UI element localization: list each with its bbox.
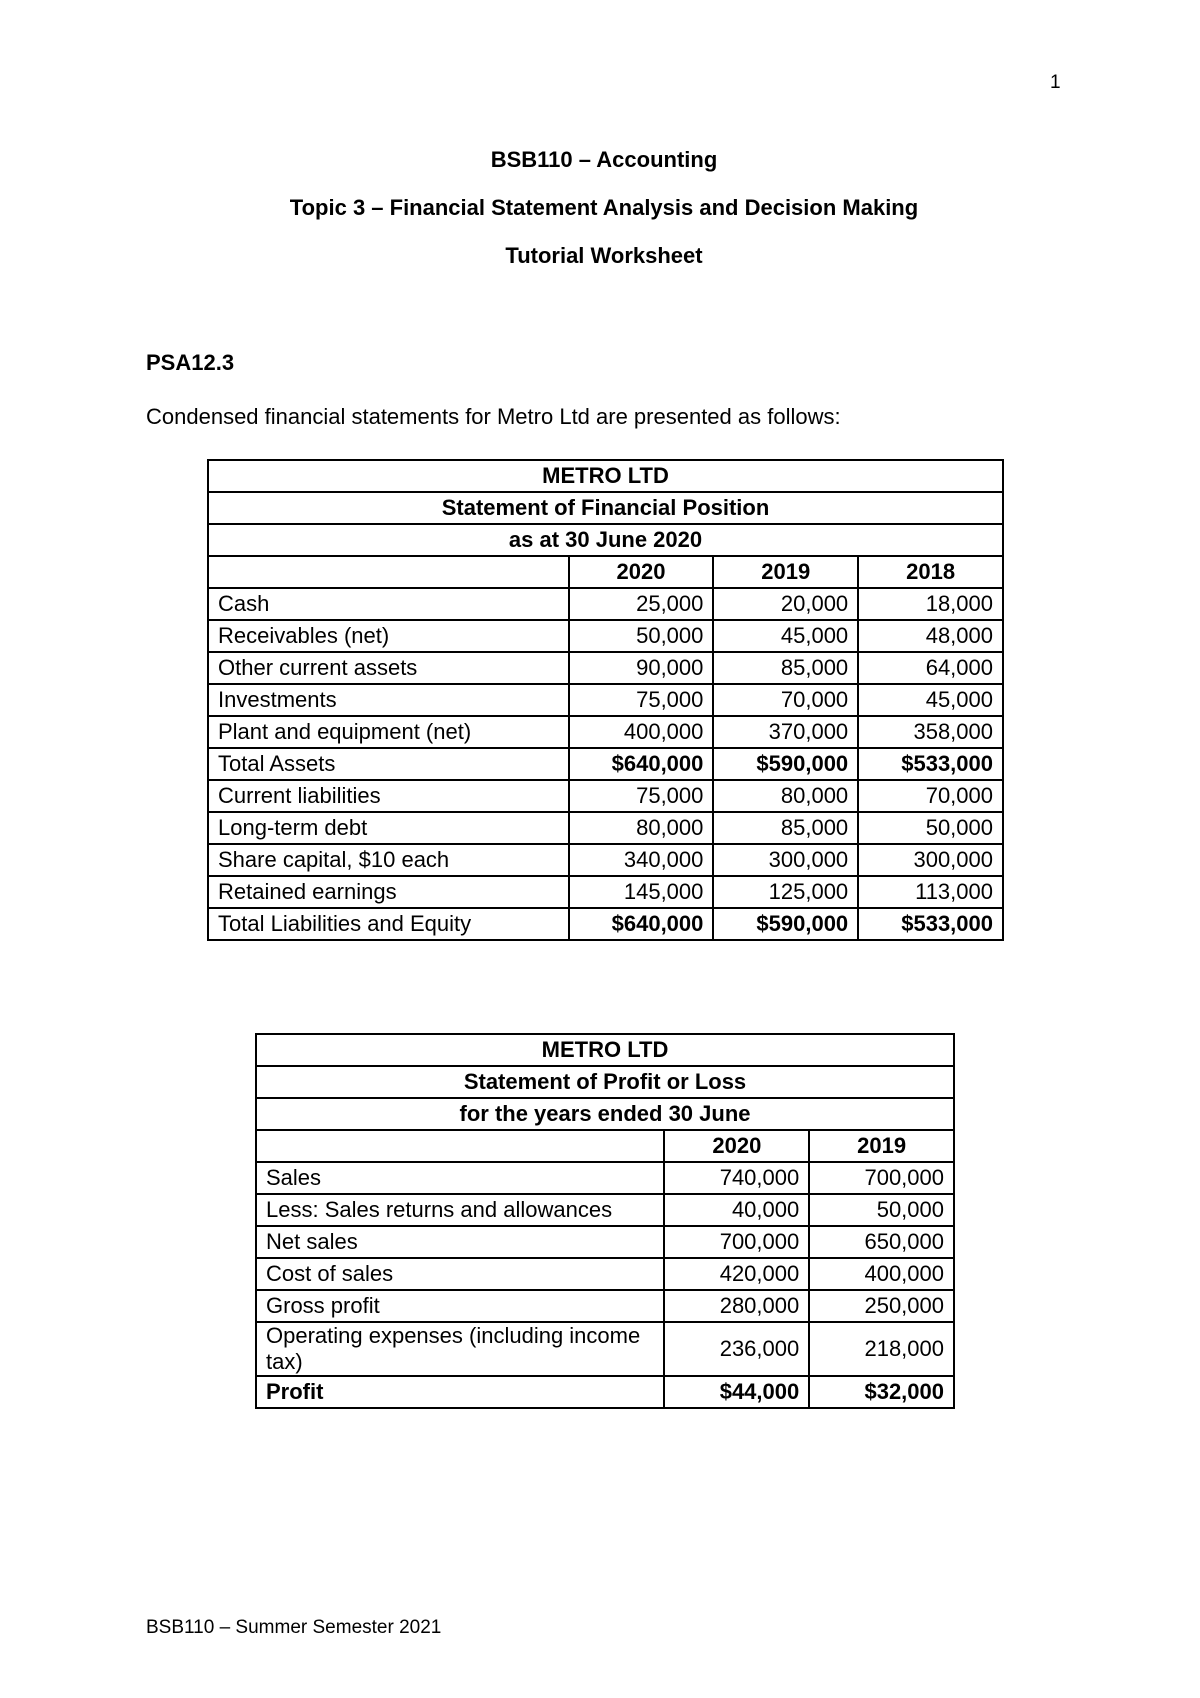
- row-value: 25,000: [569, 588, 714, 620]
- total-liabilities-equity-row: [208, 908, 1003, 940]
- problem-id: PSA12.3: [146, 350, 235, 375]
- sopl-company: METRO LTD: [256, 1034, 954, 1066]
- row-label: Operating expenses (including income tax): [256, 1322, 664, 1376]
- row-value: 40,000: [664, 1194, 809, 1226]
- row-value: 50,000: [809, 1194, 954, 1226]
- table-row: [208, 780, 1003, 812]
- table-row: [256, 1194, 954, 1226]
- profit-row: [256, 1376, 954, 1408]
- row-label: Share capital, $10 each: [208, 844, 569, 876]
- row-label: Total Liabilities and Equity: [208, 908, 569, 940]
- row-value: 358,000: [858, 716, 1003, 748]
- page-number: 1: [1050, 72, 1061, 93]
- row-label: Net sales: [256, 1226, 664, 1258]
- row-value: $32,000: [809, 1376, 954, 1408]
- row-value: 370,000: [713, 716, 858, 748]
- sofp-year-2019: 2019: [713, 556, 858, 588]
- row-value: 250,000: [809, 1290, 954, 1322]
- row-value: 64,000: [858, 652, 1003, 684]
- row-value: 113,000: [858, 876, 1003, 908]
- row-value: $533,000: [858, 748, 1003, 780]
- sopl-year-2020: 2020: [664, 1130, 809, 1162]
- profit-or-loss-table: [255, 1033, 955, 1409]
- row-label: Sales: [256, 1162, 664, 1194]
- total-assets-row: [208, 748, 1003, 780]
- sofp-year-2020: 2020: [569, 556, 714, 588]
- row-value: 85,000: [713, 652, 858, 684]
- row-value: $533,000: [858, 908, 1003, 940]
- row-value: 80,000: [713, 780, 858, 812]
- topic-title: Topic 3 – Financial Statement Analysis and Decision Making: [289, 195, 919, 220]
- row-value: 75,000: [569, 684, 714, 716]
- row-value: $590,000: [713, 748, 858, 780]
- row-value: 50,000: [858, 812, 1003, 844]
- row-label: Long-term debt: [208, 812, 569, 844]
- row-value: 20,000: [713, 588, 858, 620]
- row-label: Current liabilities: [208, 780, 569, 812]
- sopl-year-2019: 2019: [809, 1130, 954, 1162]
- row-value: $640,000: [569, 908, 714, 940]
- row-value: 280,000: [664, 1290, 809, 1322]
- row-value: 340,000: [569, 844, 714, 876]
- page-footer: BSB110 – Summer Semester 2021: [146, 1617, 442, 1638]
- row-value: 420,000: [664, 1258, 809, 1290]
- row-value: 300,000: [858, 844, 1003, 876]
- table-row: [208, 716, 1003, 748]
- sofp-title: Statement of Financial Position: [208, 492, 1003, 524]
- table-row: [208, 812, 1003, 844]
- row-label: Investments: [208, 684, 569, 716]
- row-label: Receivables (net): [208, 620, 569, 652]
- row-value: 218,000: [809, 1322, 954, 1376]
- row-value: 45,000: [858, 684, 1003, 716]
- row-value: 300,000: [713, 844, 858, 876]
- row-value: 236,000: [664, 1322, 809, 1376]
- sofp-date: as at 30 June 2020: [208, 524, 1003, 556]
- sofp-year-header-row: [208, 556, 1003, 588]
- row-label: Less: Sales returns and allowances: [256, 1194, 664, 1226]
- row-label: Plant and equipment (net): [208, 716, 569, 748]
- row-value: 400,000: [569, 716, 714, 748]
- table-row: [208, 652, 1003, 684]
- row-label: Retained earnings: [208, 876, 569, 908]
- row-value: 650,000: [809, 1226, 954, 1258]
- row-value: 75,000: [569, 780, 714, 812]
- table-row: [256, 1290, 954, 1322]
- table-row: [208, 684, 1003, 716]
- row-value: 50,000: [569, 620, 714, 652]
- row-label: Other current assets: [208, 652, 569, 684]
- row-value: 125,000: [713, 876, 858, 908]
- financial-position-table: [207, 459, 1004, 941]
- row-value: 70,000: [858, 780, 1003, 812]
- row-value: 45,000: [713, 620, 858, 652]
- problem-intro: Condensed financial statements for Metro Ltd are presented as follows:: [146, 404, 841, 429]
- row-value: 700,000: [809, 1162, 954, 1194]
- row-value: $44,000: [664, 1376, 809, 1408]
- worksheet-title: Tutorial Worksheet: [505, 243, 703, 268]
- row-label: Profit: [256, 1376, 664, 1408]
- table-row: [208, 588, 1003, 620]
- table-row: [256, 1162, 954, 1194]
- sopl-period: for the years ended 30 June: [256, 1098, 954, 1130]
- row-value: 85,000: [713, 812, 858, 844]
- table-row: [256, 1258, 954, 1290]
- row-label: Total Assets: [208, 748, 569, 780]
- sopl-year-header-row: [256, 1130, 954, 1162]
- row-value: 145,000: [569, 876, 714, 908]
- sofp-year-2018: 2018: [858, 556, 1003, 588]
- row-value: 400,000: [809, 1258, 954, 1290]
- row-value: $640,000: [569, 748, 714, 780]
- sofp-blank-header-cell: [208, 556, 569, 588]
- course-title: BSB110 – Accounting: [490, 147, 718, 172]
- row-label: Cash: [208, 588, 569, 620]
- row-value: $590,000: [713, 908, 858, 940]
- table-row: [256, 1226, 954, 1258]
- row-label: Gross profit: [256, 1290, 664, 1322]
- table-row: [256, 1322, 954, 1376]
- row-value: 18,000: [858, 588, 1003, 620]
- table-row: [208, 620, 1003, 652]
- sopl-blank-header-cell: [256, 1130, 664, 1162]
- table-row: [208, 876, 1003, 908]
- row-value: 90,000: [569, 652, 714, 684]
- row-value: 700,000: [664, 1226, 809, 1258]
- table-row: [208, 844, 1003, 876]
- row-label: Cost of sales: [256, 1258, 664, 1290]
- row-value: 80,000: [569, 812, 714, 844]
- row-value: 740,000: [664, 1162, 809, 1194]
- row-value: 70,000: [713, 684, 858, 716]
- row-value: 48,000: [858, 620, 1003, 652]
- sofp-company: METRO LTD: [208, 460, 1003, 492]
- sopl-title: Statement of Profit or Loss: [256, 1066, 954, 1098]
